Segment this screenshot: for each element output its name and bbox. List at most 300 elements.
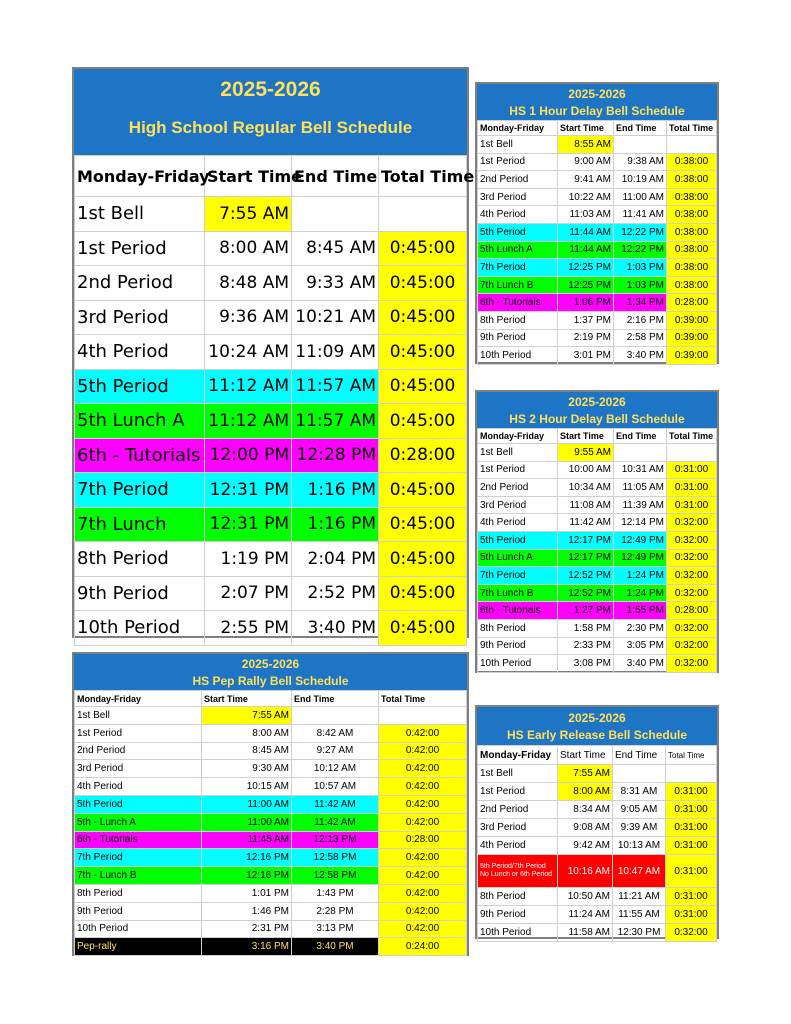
start-time: 1:01 PM xyxy=(202,884,292,902)
period-label: 1st Bell xyxy=(75,707,202,725)
total-time: 0:32:00 xyxy=(667,584,717,602)
period-label: 4th Period xyxy=(75,335,205,370)
end-time: 1:24 PM xyxy=(614,584,667,602)
end-time: 9:05 AM xyxy=(613,801,666,819)
end-time: 10:47 AM xyxy=(613,855,666,888)
total-time: 0:32:00 xyxy=(667,619,717,637)
schedule-header xyxy=(477,84,717,120)
pep-rally-schedule xyxy=(72,652,469,956)
table-row xyxy=(75,300,467,335)
period-label: 8th Period xyxy=(478,888,558,906)
total-time: 0:45:00 xyxy=(379,576,467,611)
start-time: 1:58 PM xyxy=(558,619,614,637)
total-time: 0:45:00 xyxy=(379,611,467,646)
column-header: Start Time xyxy=(558,429,614,444)
start-time: 9:08 AM xyxy=(558,819,613,837)
start-time: 8:34 AM xyxy=(558,801,613,819)
column-header: Total Time xyxy=(667,429,717,444)
total-time: 0:42:00 xyxy=(379,760,467,778)
table-row xyxy=(478,765,717,783)
two-hour-delay-schedule xyxy=(475,390,719,673)
table-row xyxy=(478,496,717,514)
table-row xyxy=(75,197,467,232)
end-time: 2:28 PM xyxy=(292,902,379,920)
end-time: 9:39 AM xyxy=(613,819,666,837)
end-time: 1:55 PM xyxy=(614,602,667,620)
end-time: 12:30 PM xyxy=(613,924,666,942)
table-row xyxy=(478,855,717,888)
table-row xyxy=(75,813,467,831)
end-time: 3:40 PM xyxy=(614,347,667,365)
end-time: 2:04 PM xyxy=(292,542,379,577)
table-row xyxy=(478,206,717,224)
schedule-header xyxy=(74,69,467,155)
start-time: 11:00 AM xyxy=(202,795,292,813)
schedule-header xyxy=(477,392,717,428)
end-time: 11:00 AM xyxy=(614,188,667,206)
total-time: 0:38:00 xyxy=(667,276,717,294)
end-time: 3:40 PM xyxy=(292,611,379,646)
start-time: 10:22 AM xyxy=(558,188,614,206)
period-label: 9th Period xyxy=(478,329,558,347)
end-time: 12:49 PM xyxy=(614,531,667,549)
total-time xyxy=(667,136,717,154)
total-time: 0:31:00 xyxy=(666,837,717,855)
start-time: 12:16 PM xyxy=(202,867,292,885)
period-label: 2nd Period xyxy=(478,171,558,189)
end-time xyxy=(614,444,667,462)
total-time: 0:45:00 xyxy=(379,404,467,439)
period-label: 4th Period xyxy=(75,778,202,796)
total-time: 0:31:00 xyxy=(666,855,717,888)
table-row xyxy=(478,311,717,329)
start-time: 12:17 PM xyxy=(558,549,614,567)
table-row xyxy=(75,795,467,813)
table-row xyxy=(478,637,717,655)
total-time: 0:32:00 xyxy=(667,531,717,549)
total-time: 0:42:00 xyxy=(379,849,467,867)
start-time: 8:45 AM xyxy=(202,742,292,760)
table-row xyxy=(75,404,467,439)
period-label: 7th - Lunch B xyxy=(75,867,202,885)
end-time: 12:28 PM xyxy=(292,438,379,473)
start-time: 9:42 AM xyxy=(558,837,613,855)
period-label: 1st Period xyxy=(478,783,558,801)
table-row xyxy=(478,188,717,206)
total-time: 0:32:00 xyxy=(667,549,717,567)
end-time: 12:22 PM xyxy=(614,241,667,259)
total-time: 0:28:00 xyxy=(379,438,467,473)
end-time: 11:21 AM xyxy=(613,888,666,906)
end-time: 3:40 PM xyxy=(614,655,667,673)
column-header: End Time xyxy=(614,121,667,136)
table-row xyxy=(75,849,467,867)
start-time: 7:55 AM xyxy=(202,707,292,725)
schedule-title: HS 1 Hour Delay Bell Schedule xyxy=(509,104,685,118)
start-time: 10:50 AM xyxy=(558,888,613,906)
table-row xyxy=(75,369,467,404)
column-header: Start Time xyxy=(558,746,613,765)
end-time: 10:31 AM xyxy=(614,461,667,479)
start-time: 11:44 AM xyxy=(558,223,614,241)
table-row xyxy=(75,724,467,742)
start-time: 9:00 AM xyxy=(558,153,614,171)
total-time xyxy=(667,444,717,462)
table-row xyxy=(478,136,717,154)
period-label: 2nd Period xyxy=(75,742,202,760)
end-time: 1:16 PM xyxy=(292,473,379,508)
total-time: 0:28:00 xyxy=(667,294,717,312)
total-time: 0:32:00 xyxy=(667,514,717,532)
total-time: 0:42:00 xyxy=(379,867,467,885)
start-time: 7:55 AM xyxy=(205,197,292,232)
table-row xyxy=(75,473,467,508)
table-row xyxy=(478,837,717,855)
start-time: 9:30 AM xyxy=(202,760,292,778)
table-row xyxy=(478,567,717,585)
total-time: 0:31:00 xyxy=(666,906,717,924)
period-label: 5th Period xyxy=(75,795,202,813)
end-time: 1:03 PM xyxy=(614,276,667,294)
schedule-header xyxy=(477,707,717,745)
column-header: Monday-Friday xyxy=(75,156,205,197)
column-header-row xyxy=(478,429,717,444)
end-time: 1:43 PM xyxy=(292,884,379,902)
period-label: 3rd Period xyxy=(478,496,558,514)
start-time: 3:08 PM xyxy=(558,655,614,673)
end-time: 2:30 PM xyxy=(614,619,667,637)
table-row xyxy=(75,938,467,956)
end-time: 11:42 AM xyxy=(292,813,379,831)
start-time: 8:48 AM xyxy=(205,266,292,301)
end-time: 1:03 PM xyxy=(614,259,667,277)
schedule-title: HS Pep Rally Bell Schedule xyxy=(192,674,349,688)
start-time: 11:45 AM xyxy=(202,831,292,849)
column-header: Total Time xyxy=(667,121,717,136)
period-label: 6th - Tutorials xyxy=(75,831,202,849)
table-row xyxy=(478,461,717,479)
table-row xyxy=(478,549,717,567)
period-label: 3rd Period xyxy=(478,819,558,837)
table-row xyxy=(75,884,467,902)
period-label: 6th - Tutorials xyxy=(478,602,558,620)
schedule-title: HS 2 Hour Delay Bell Schedule xyxy=(509,412,685,426)
total-time: 0:31:00 xyxy=(667,496,717,514)
table-row xyxy=(478,619,717,637)
total-time: 0:31:00 xyxy=(666,801,717,819)
period-label: Pep-rally xyxy=(75,938,202,956)
period-label: 3rd Period xyxy=(75,300,205,335)
end-time: 11:57 AM xyxy=(292,369,379,404)
table-row xyxy=(478,171,717,189)
period-label: 10th Period xyxy=(75,920,202,938)
table-row xyxy=(478,479,717,497)
start-time: 8:00 AM xyxy=(202,724,292,742)
end-time: 2:58 PM xyxy=(614,329,667,347)
schedule-year: 2025-2026 xyxy=(220,78,321,101)
start-time: 12:25 PM xyxy=(558,259,614,277)
end-time: 10:57 AM xyxy=(292,778,379,796)
start-time: 11:12 AM xyxy=(205,369,292,404)
table-row xyxy=(478,655,717,673)
end-time xyxy=(292,197,379,232)
start-time: 12:52 PM xyxy=(558,584,614,602)
schedule-title: High School Regular Bell Schedule xyxy=(128,118,413,137)
column-header: Start Time xyxy=(205,156,292,197)
schedule-table xyxy=(477,745,717,942)
table-row xyxy=(75,778,467,796)
total-time: 0:45:00 xyxy=(379,335,467,370)
total-time: 0:45:00 xyxy=(379,542,467,577)
table-row xyxy=(478,276,717,294)
total-time: 0:42:00 xyxy=(379,742,467,760)
end-time xyxy=(614,136,667,154)
table-row xyxy=(75,542,467,577)
table-row xyxy=(75,902,467,920)
start-time: 2:33 PM xyxy=(558,637,614,655)
table-row xyxy=(478,819,717,837)
column-header: Start Time xyxy=(558,121,614,136)
start-time: 10:24 AM xyxy=(205,335,292,370)
table-row xyxy=(478,924,717,942)
total-time: 0:31:00 xyxy=(666,783,717,801)
table-row xyxy=(75,231,467,266)
schedule-table xyxy=(477,120,717,365)
start-time: 1:27 PM xyxy=(558,602,614,620)
table-row xyxy=(75,760,467,778)
start-time: 1:46 PM xyxy=(202,902,292,920)
start-time: 2:31 PM xyxy=(202,920,292,938)
table-row xyxy=(478,223,717,241)
total-time: 0:38:00 xyxy=(667,171,717,189)
start-time: 10:16 AM xyxy=(558,855,613,888)
total-time: 0:31:00 xyxy=(667,461,717,479)
end-time: 1:16 PM xyxy=(292,507,379,542)
start-time: 9:41 AM xyxy=(558,171,614,189)
end-time: 2:52 PM xyxy=(292,576,379,611)
end-time: 8:42 AM xyxy=(292,724,379,742)
end-time: 8:45 AM xyxy=(292,231,379,266)
period-label: 2nd Period xyxy=(75,266,205,301)
table-row xyxy=(478,602,717,620)
schedule-table xyxy=(477,428,717,673)
table-row xyxy=(478,906,717,924)
total-time: 0:45:00 xyxy=(379,369,467,404)
column-header: End Time xyxy=(613,746,666,765)
table-row xyxy=(75,335,467,370)
start-time: 11:58 AM xyxy=(558,924,613,942)
end-time: 3:40 PM xyxy=(292,938,379,956)
period-label: 2nd Period xyxy=(478,801,558,819)
period-label: 5th Lunch A xyxy=(478,241,558,259)
period-label: 7th Period xyxy=(478,567,558,585)
column-header: End Time xyxy=(614,429,667,444)
total-time xyxy=(666,765,717,783)
total-time: 0:28:00 xyxy=(667,602,717,620)
start-time: 10:15 AM xyxy=(202,778,292,796)
end-time: 12:13 PM xyxy=(292,831,379,849)
total-time: 0:24:00 xyxy=(379,938,467,956)
period-label: 6th - Tutorials xyxy=(478,294,558,312)
start-time: 12:52 PM xyxy=(558,567,614,585)
total-time: 0:28:00 xyxy=(379,831,467,849)
table-row xyxy=(75,867,467,885)
schedule-header xyxy=(74,654,467,690)
column-header: Start Time xyxy=(202,691,292,707)
total-time: 0:38:00 xyxy=(667,188,717,206)
period-label: 10th Period xyxy=(478,655,558,673)
end-time: 11:09 AM xyxy=(292,335,379,370)
column-header: Monday-Friday xyxy=(478,746,558,765)
total-time: 0:42:00 xyxy=(379,778,467,796)
regular-bell-schedule xyxy=(72,67,475,639)
column-header-row xyxy=(75,691,467,707)
start-time: 11:12 AM xyxy=(205,404,292,439)
table-row xyxy=(478,294,717,312)
end-time: 10:19 AM xyxy=(614,171,667,189)
column-header: Monday-Friday xyxy=(478,429,558,444)
table-row xyxy=(478,514,717,532)
total-time: 0:31:00 xyxy=(667,479,717,497)
total-time: 0:32:00 xyxy=(667,637,717,655)
table-row xyxy=(478,783,717,801)
total-time: 0:31:00 xyxy=(666,888,717,906)
table-row xyxy=(75,611,467,646)
period-label: 8th Period xyxy=(478,619,558,637)
table-row xyxy=(478,329,717,347)
table-row xyxy=(75,507,467,542)
end-time: 12:22 PM xyxy=(614,223,667,241)
total-time xyxy=(379,197,467,232)
end-time: 11:42 AM xyxy=(292,795,379,813)
start-time: 8:00 AM xyxy=(205,231,292,266)
period-label: 7th Lunch B xyxy=(478,584,558,602)
start-time: 12:17 PM xyxy=(558,531,614,549)
end-time: 10:12 AM xyxy=(292,760,379,778)
column-header-row xyxy=(75,156,467,197)
schedule-year: 2025-2026 xyxy=(241,657,300,671)
period-label: 1st Bell xyxy=(478,765,558,783)
start-time: 8:55 AM xyxy=(558,136,614,154)
period-label: 7th Lunch B xyxy=(478,276,558,294)
period-label: 1st Period xyxy=(478,153,558,171)
total-time xyxy=(379,707,467,725)
period-label: 5th Lunch A xyxy=(75,404,205,439)
period-label: 4th Period xyxy=(478,837,558,855)
end-time: 3:05 PM xyxy=(614,637,667,655)
period-label: 9th Period xyxy=(478,637,558,655)
table-row xyxy=(75,576,467,611)
start-time: 3:16 PM xyxy=(202,938,292,956)
schedule-table xyxy=(74,690,467,956)
start-time: 11:44 AM xyxy=(558,241,614,259)
period-label: 4th Period xyxy=(478,514,558,532)
period-label: 6th - Tutorials xyxy=(75,438,205,473)
total-time: 0:32:00 xyxy=(666,924,717,942)
table-row xyxy=(75,920,467,938)
start-time: 11:03 AM xyxy=(558,206,614,224)
start-time: 10:00 AM xyxy=(558,461,614,479)
start-time: 12:31 PM xyxy=(205,473,292,508)
start-time: 2:55 PM xyxy=(205,611,292,646)
period-label: 7th Period xyxy=(75,473,205,508)
schedule-table xyxy=(74,155,475,646)
end-time: 9:38 AM xyxy=(614,153,667,171)
period-label: 1st Bell xyxy=(75,197,205,232)
period-label: 7th Lunch xyxy=(75,507,205,542)
end-time: 2:16 PM xyxy=(614,311,667,329)
table-row xyxy=(75,438,467,473)
table-row xyxy=(478,888,717,906)
start-time: 1:06 PM xyxy=(558,294,614,312)
end-time: 11:05 AM xyxy=(614,479,667,497)
end-time: 3:13 PM xyxy=(292,920,379,938)
schedule-year: 2025-2026 xyxy=(568,711,626,725)
total-time: 0:45:00 xyxy=(379,231,467,266)
total-time: 0:38:00 xyxy=(667,206,717,224)
table-row xyxy=(478,801,717,819)
period-label: 5th Period/7th Period No Lunch or 6th Period xyxy=(478,855,558,888)
column-header: Total Time xyxy=(666,746,717,765)
period-label: 4th Period xyxy=(478,206,558,224)
end-time: 12:49 PM xyxy=(614,549,667,567)
total-time: 0:39:00 xyxy=(667,329,717,347)
table-row xyxy=(478,347,717,365)
total-time: 0:42:00 xyxy=(379,795,467,813)
end-time xyxy=(613,765,666,783)
period-label: 9th Period xyxy=(75,902,202,920)
end-time xyxy=(292,707,379,725)
period-label: 1st Bell xyxy=(478,136,558,154)
end-time: 1:34 PM xyxy=(614,294,667,312)
period-label: 7th Period xyxy=(75,849,202,867)
end-time: 12:58 PM xyxy=(292,849,379,867)
start-time: 12:25 PM xyxy=(558,276,614,294)
table-row xyxy=(478,259,717,277)
start-time: 9:55 AM xyxy=(558,444,614,462)
total-time: 0:31:00 xyxy=(666,819,717,837)
start-time: 3:01 PM xyxy=(558,347,614,365)
total-time: 0:42:00 xyxy=(379,902,467,920)
period-label: 5th Period xyxy=(478,531,558,549)
start-time: 10:34 AM xyxy=(558,479,614,497)
table-row xyxy=(75,707,467,725)
table-row xyxy=(75,831,467,849)
period-label: 2nd Period xyxy=(478,479,558,497)
total-time: 0:42:00 xyxy=(379,884,467,902)
period-label: 9th Period xyxy=(75,576,205,611)
table-row xyxy=(478,531,717,549)
start-time: 7:55 AM xyxy=(558,765,613,783)
table-row xyxy=(75,742,467,760)
total-time: 0:45:00 xyxy=(379,507,467,542)
end-time: 11:57 AM xyxy=(292,404,379,439)
column-header: End Time xyxy=(292,156,379,197)
schedule-title: HS Early Release Bell Schedule xyxy=(506,728,688,742)
end-time: 9:27 AM xyxy=(292,742,379,760)
end-time: 9:33 AM xyxy=(292,266,379,301)
column-header-row xyxy=(478,121,717,136)
start-time: 11:42 AM xyxy=(558,514,614,532)
period-label: 1st Period xyxy=(478,461,558,479)
start-time: 11:00 AM xyxy=(202,813,292,831)
column-header: End Time xyxy=(292,691,379,707)
period-label: 5th Period xyxy=(478,223,558,241)
start-time: 2:07 PM xyxy=(205,576,292,611)
start-time: 9:36 AM xyxy=(205,300,292,335)
schedule-year: 2025-2026 xyxy=(568,395,626,409)
period-label: 10th Period xyxy=(478,347,558,365)
